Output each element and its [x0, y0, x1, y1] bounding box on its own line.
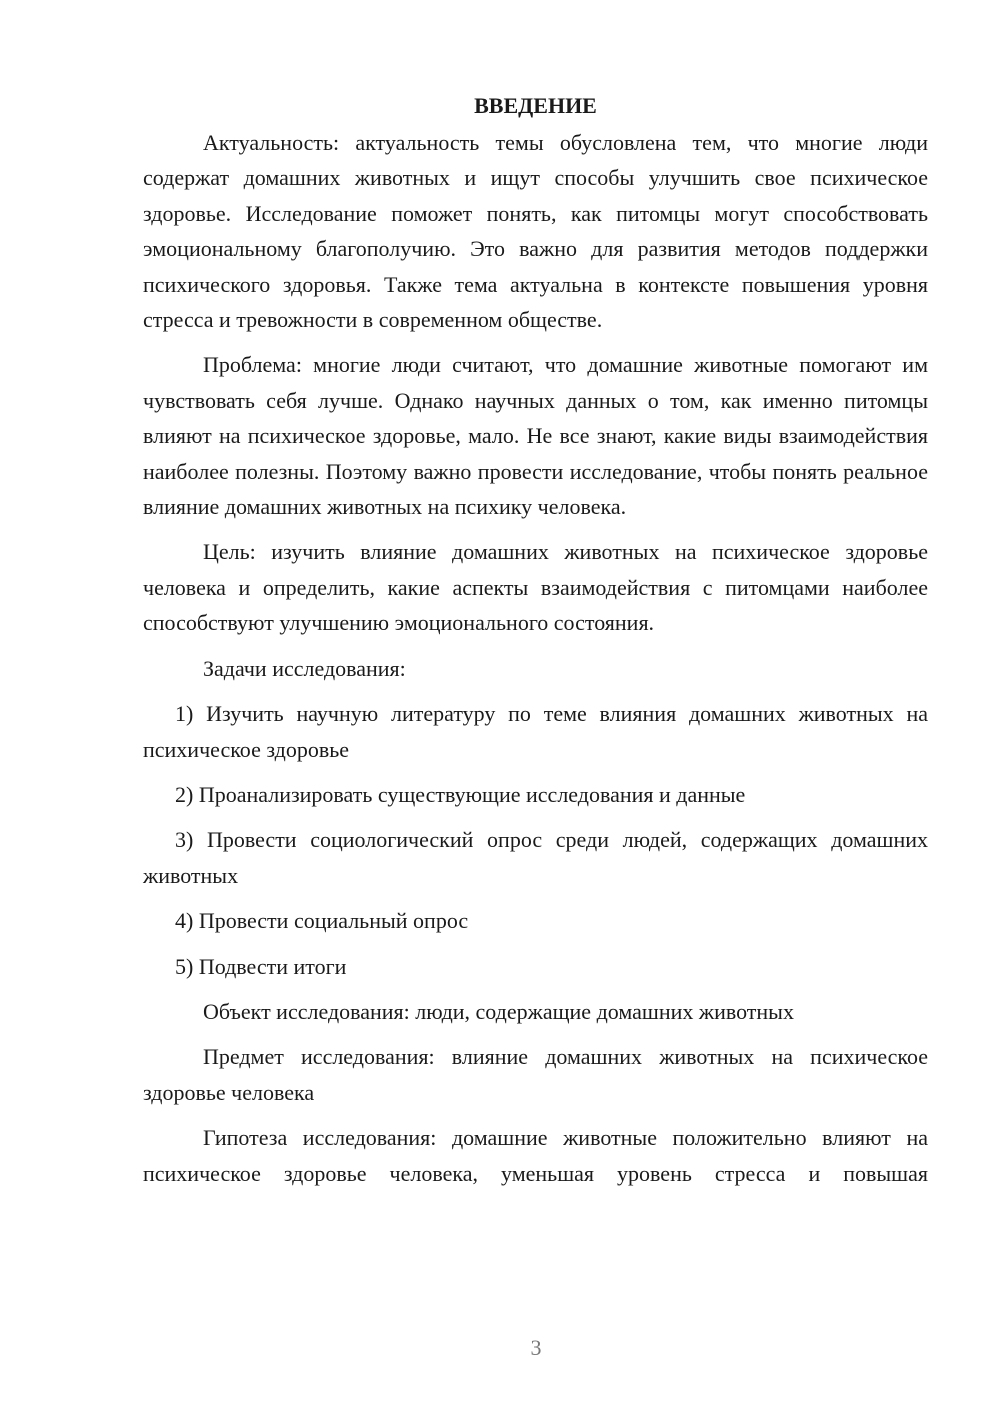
relevance-paragraph: Актуальность: актуальность темы обусловлена тем, что многие люди содержат домашних животных и ищут способы улучшить свое психическое здоровье. Исследование поможет понять, как питомцы могут способствовать эмоциональному благополучию. Это важно для развития методов поддержки психического здоровья. Также тема актуальна в контексте повышения уровня стресса и тревожности в современном обществе. — [143, 130, 928, 333]
object-paragraph: Объект исследования: люди, содержащие домашних животных — [203, 998, 794, 1024]
task-item-5: 5) Подвести итоги — [175, 953, 347, 979]
task-item-4: 4) Провести социальный опрос — [175, 908, 469, 934]
problem-paragraph: Проблема: многие люди считают, что домашние животные помогают им чувствовать себя лучше. Однако научных данных о том, как именно питомцы влияют на психическое здоровье, мало. Не все знают, какие виды взаимодействия наиболее полезны. Поэтому важно провести исследование, чтобы понять реальное влияние домашних животных на психику человека. — [143, 352, 928, 520]
task-item-1: 1) Изучить научную литературу по теме влияния домашних животных на психическое здоровье — [143, 701, 928, 762]
page-content — [143, 88, 928, 1191]
hypothesis-paragraph: Гипотеза исследования: домашние животные положительно влияют на психическое здоровье человека, уменьшая уровень стресса и повышая — [143, 1125, 928, 1186]
task-item-3: 3) Провести социологический опрос среди людей, содержащих домашних животных — [143, 827, 928, 888]
goal-paragraph: Цель: изучить влияние домашних животных на психическое здоровье человека и определить, какие аспекты взаимодействия с питомцами наиболее способствуют улучшению эмоционального состояния. — [143, 539, 928, 636]
tasks-heading: Задачи исследования: — [203, 655, 406, 681]
page-title: ВВЕДЕНИЕ — [474, 93, 597, 118]
page-number: 3 — [530, 1335, 542, 1360]
subject-paragraph: Предмет исследования: влияние домашних животных на психическое здоровье человека — [143, 1044, 928, 1105]
task-item-2: 2) Проанализировать существующие исследования и данные — [175, 781, 746, 807]
